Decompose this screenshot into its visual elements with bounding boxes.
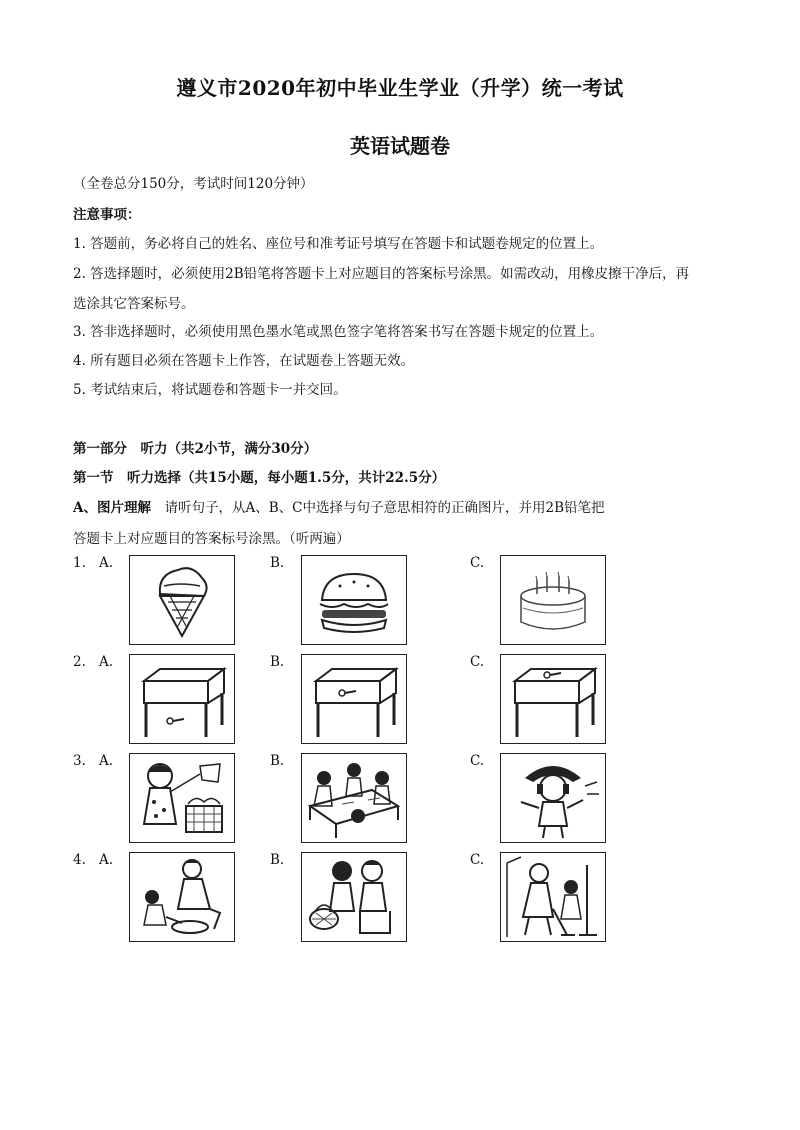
note-item: 2. 答选择题时，必须使用2B铅笔将答题卡上对应题目的答案标号涂黑。如需改动，用橡皮擦干净后，再 — [73, 266, 690, 282]
girl-headphones-picture[interactable] — [500, 753, 606, 843]
hamburger-icon — [302, 556, 406, 644]
washing-feet-icon — [130, 853, 234, 941]
table-key-in-icon — [302, 655, 406, 743]
exam-subtitle: 英语试题卷 — [350, 134, 450, 158]
option-a-label: A. — [99, 753, 114, 769]
option-c-label: C. — [470, 852, 485, 868]
ice-cream-picture[interactable] — [129, 555, 235, 645]
girl-laundry-icon — [130, 754, 234, 842]
question-number: 3. — [73, 753, 86, 769]
option-b-label: B. — [270, 654, 285, 670]
instruction-text: 请听句子，从A、B、C中选择与句子意思相符的正确图片，并用2B铅笔把 — [150, 500, 605, 516]
note-item: 3. 答非选择题时，必须使用黑色墨水笔或黑色签字笔将答案书写在答题卡规定的位置上。 — [73, 324, 604, 340]
table-key-in-picture[interactable] — [301, 654, 407, 744]
option-c-label: C. — [470, 753, 485, 769]
table-key-under-picture[interactable] — [129, 654, 235, 744]
question-number: 2. — [73, 654, 86, 670]
exam-title: 遵义市2020年初中毕业生学业（升学）统一考试 — [176, 76, 624, 100]
instruction-label: A、图片理解 — [73, 500, 151, 516]
girl-headphones-icon — [501, 754, 605, 842]
birthday-cake-icon — [501, 556, 605, 644]
kids-table-picture[interactable] — [301, 753, 407, 843]
sweeping-floor-icon — [501, 853, 605, 941]
girl-laundry-picture[interactable] — [129, 753, 235, 843]
birthday-cake-picture[interactable] — [500, 555, 606, 645]
question-number: 1. — [73, 555, 86, 571]
table-key-under-icon — [130, 655, 234, 743]
note-item: 1. 答题前，务必将自己的姓名、座位号和准考证号填写在答题卡和试题卷规定的位置上。 — [73, 236, 604, 252]
option-a-label: A. — [99, 654, 114, 670]
part-heading: 第一部分 听力（共2小节，满分30分） — [73, 441, 318, 457]
option-c-label: C. — [470, 654, 485, 670]
option-b-label: B. — [270, 753, 285, 769]
option-a-label: A. — [99, 852, 114, 868]
option-c-label: C. — [470, 555, 485, 571]
notes-heading: 注意事项： — [73, 207, 141, 223]
instruction-line-2: 答题卡上对应题目的答案标号涂黑。（听两遍） — [73, 531, 350, 547]
kids-basket-picture[interactable] — [301, 852, 407, 942]
section-heading: 第一节 听力选择（共15小题，每小题1.5分，共计22.5分） — [73, 470, 446, 486]
hamburger-picture[interactable] — [301, 555, 407, 645]
note-item: 5. 考试结束后，将试题卷和答题卡一并交回。 — [73, 382, 347, 398]
option-b-label: B. — [270, 555, 285, 571]
option-b-label: B. — [270, 852, 285, 868]
instruction-line — [73, 496, 605, 516]
score-note: （全卷总分150分，考试时间120分钟） — [73, 176, 314, 192]
kids-basket-icon — [302, 853, 406, 941]
washing-feet-picture[interactable] — [129, 852, 235, 942]
ice-cream-icon — [130, 556, 234, 644]
table-key-on-icon — [501, 655, 605, 743]
kids-table-icon — [302, 754, 406, 842]
option-a-label: A. — [99, 555, 114, 571]
question-number: 4. — [73, 852, 86, 868]
note-item: 选涂其它答案标号。 — [73, 296, 195, 312]
table-key-on-picture[interactable] — [500, 654, 606, 744]
note-item: 4. 所有题目必须在答题卡上作答，在试题卷上答题无效。 — [73, 353, 415, 369]
sweeping-floor-picture[interactable] — [500, 852, 606, 942]
